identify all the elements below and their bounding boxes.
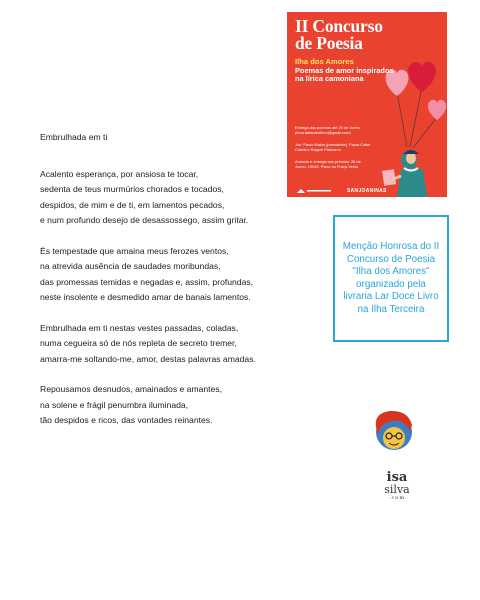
poster-description: Poemas de amor inspirados na lírica camoniana <box>295 66 394 83</box>
bookstore-logo-icon <box>295 187 335 194</box>
poem-line: numa cegueira só de nós repleta de secreto tremer, <box>40 338 237 348</box>
poem-line: neste insolente e desmedido amar de banais lamentos. <box>40 292 251 302</box>
poem-line: tão despidos e ricos, das vontades reinantes. <box>40 415 213 425</box>
contest-poster <box>287 12 447 197</box>
poem-line: Embrulhada em ti nestas vestes passadas, coladas, <box>40 322 239 333</box>
poster-subtitle: Ilha dos Amores <box>295 57 354 66</box>
poem-stanza <box>40 321 330 368</box>
poster-ceremony: Anúncio e entrega dos prémios: 28 de Junho, 19h45, Palco da Praça Velha <box>295 159 361 169</box>
poem-line: na solene e frágil penumbra iluminada, <box>40 399 189 410</box>
poem-line: sedenta de teus murmúrios chorados e tocados, <box>40 184 224 194</box>
award-notice <box>333 215 449 342</box>
heart-balloon-icon <box>428 100 446 120</box>
poster-deadline: Entrega dos poemas até 20 de Junho (livrarialarodcelivro@gmail.com) <box>295 125 360 135</box>
poem-line: amarra-me soltando-me, amor, destas palavras amadas. <box>40 353 256 364</box>
heart-balloon-icon <box>408 62 436 92</box>
award-text: Menção Honrosa do II Concurso de Poesia "Ilha dos Amores" organizado pela livraria Lar Doce Livro na Ilha Terceira <box>342 241 440 315</box>
poem-line: na atrevida ausência de saudades moribundas, <box>40 261 221 271</box>
poem-line: e num profundo desejo de desassossego, assim gritar. <box>40 215 249 225</box>
author-signature: isa silva .com <box>384 470 410 501</box>
poem-line: das promessas temidas e negadas e, assim, profundas, <box>40 276 254 287</box>
poem-line: Acalento esperança, por ansiosa te tocar, <box>40 168 199 179</box>
poem-title: Embrulhada em ti <box>40 132 108 142</box>
poem-stanza <box>40 382 330 429</box>
poem-stanza <box>40 244 330 306</box>
poem-line: Repousamos desnudos, amainados e amantes, <box>40 384 223 394</box>
sponsor-logo: SANJOANINAS <box>347 188 387 194</box>
poster-title: II Concurso de Poesia <box>295 16 383 53</box>
poster-jury: Júri: Paulo Matos (presidente), Paula Cotter Cabral e Raquel Patinarca <box>295 142 371 152</box>
poem-line: despidos, de mim e de ti, em lamentos pecados, <box>40 199 225 210</box>
poem-line: És tempestade que amaina meus ferozes ventos, <box>40 245 229 256</box>
poem-stanzas <box>40 167 330 429</box>
